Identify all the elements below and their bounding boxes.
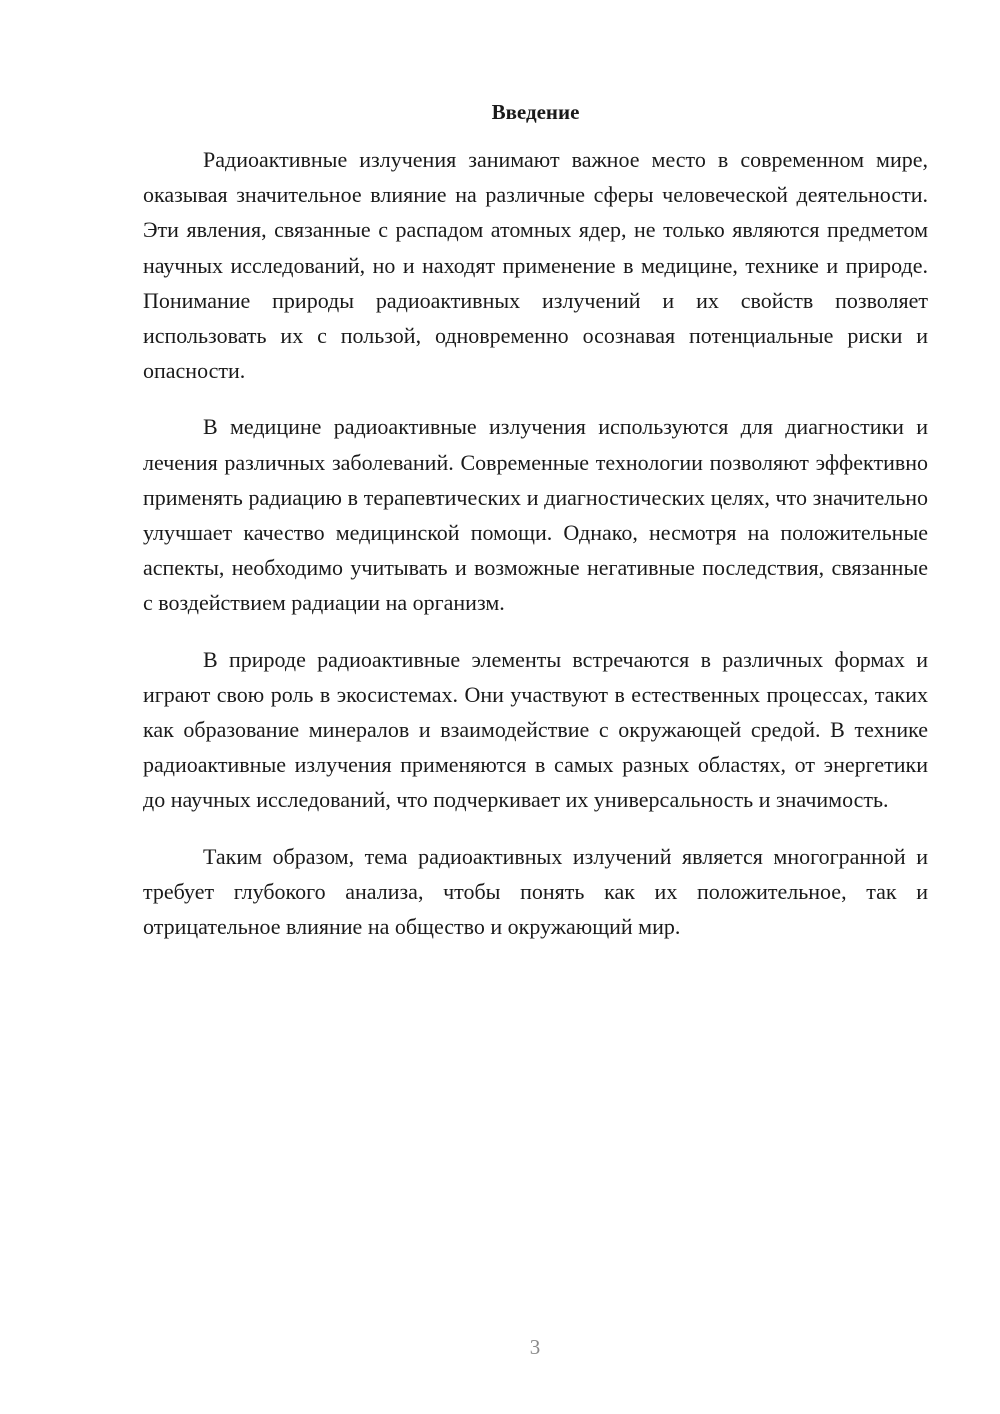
- section-heading: Введение: [491, 100, 580, 124]
- body-text: [143, 142, 928, 965]
- page-number: 3: [529, 1335, 541, 1359]
- paragraph-medicine: В медицине радиоактивные излучения используются для диагностики и лечения различных заболеваний. Современные технологии позволяют эффективно применять радиацию в терапевтических и диагностических целях, что значительно улучшает качество медицинской помощи. Однако, несмотря на положительные аспекты, необходимо учитывать и возможные негативные последствия, связанные с воздействием радиации на организм.: [143, 414, 928, 616]
- paragraph-conclusion: Таким образом, тема радиоактивных излучений является многогранной и требует глубокого анализа, чтобы понять как их положительное, так и отрицательное влияние на общество и окружающий мир.: [143, 843, 928, 940]
- paragraph-nature: В природе радиоактивные элементы встречаются в различных формах и играют свою роль в экосистемах. Они участвуют в естественных процессах, таких как образование минералов и взаимодействие с окружающей средой. В технике радиоактивные излучения применяются в самых разных областях, от энергетики до научных исследований, что подчеркивает их универсальность и значимость.: [143, 646, 928, 813]
- paragraph-intro: Радиоактивные излучения занимают важное место в современном мире, оказывая значительное влияние на различные сферы человеческой деятельности. Эти явления, связанные с распадом атомных ядер, не только являются предметом научных исследований, но и находят применение в медицине, технике и природе. Понимание природы радиоактивных излучений и их свойств позволяет использовать их с пользой, одновременно осознавая потенциальные риски и опасности.: [143, 147, 928, 384]
